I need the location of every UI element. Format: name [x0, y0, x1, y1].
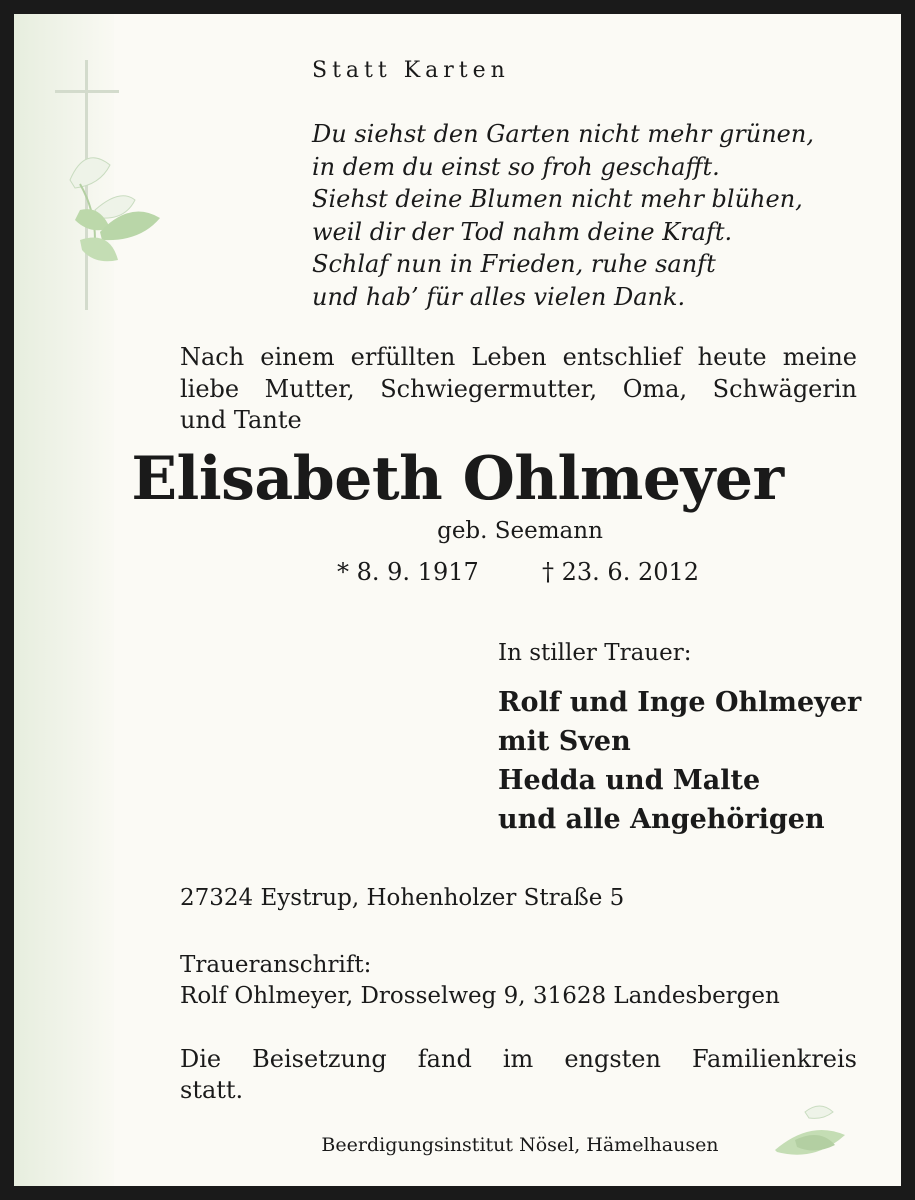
header-statt-karten: Statt Karten	[312, 58, 510, 83]
birth-date: * 8. 9. 1917	[337, 558, 479, 586]
death-date: † 23. 6. 2012	[542, 558, 700, 586]
home-address: 27324 Eystrup, Hohenholzer Straße 5	[180, 885, 625, 911]
family-line: Rolf und Inge Ohlmeyer	[498, 687, 862, 718]
funeral-note	[180, 1044, 857, 1106]
poem	[312, 118, 814, 313]
poem-line: Siehst deine Blumen nicht mehr blühen,	[312, 185, 803, 213]
family-line: und alle Angehörigen	[498, 804, 825, 835]
family-line: Hedda und Malte	[498, 765, 761, 796]
poem-line: weil dir der Tod nahm deine Kraft.	[312, 217, 733, 246]
mourning-address-label: Traueranschrift:	[180, 952, 372, 978]
poem-line: Schlaf nun in Frieden, ruhe sanft	[312, 250, 716, 278]
undertaker: Beerdigungsinstitut Nösel, Hämelhausen	[321, 1134, 719, 1156]
poem-line: Du siehst den Garten nicht mehr grünen,	[312, 120, 814, 148]
family-line: mit Sven	[498, 726, 631, 757]
deceased-name: Elisabeth Ohlmeyer	[131, 444, 784, 514]
family-list	[498, 683, 861, 839]
intro-line: liebe Mutter, Schwiegermutter, Oma, Schwägerin	[180, 374, 857, 403]
intro-line: und Tante	[180, 406, 302, 434]
cross-with-calla-lily-icon	[40, 60, 180, 320]
mourning-label: In stiller Trauer:	[498, 640, 692, 666]
mourning-address: Rolf Ohlmeyer, Drosselweg 9, 31628 Landesbergen	[180, 983, 780, 1009]
poem-line: in dem du einst so froh geschafft.	[312, 152, 720, 181]
funeral-line: statt.	[180, 1076, 244, 1104]
intro-line: Nach einem erfüllten Leben entschlief heute meine	[180, 343, 857, 371]
funeral-line: Die Beisetzung fand im engsten Familienkreis	[180, 1045, 857, 1073]
poem-line: und hab’ für alles vielen Dank.	[312, 282, 686, 311]
mourning-address-block	[180, 950, 780, 1012]
birth-name: geb. Seemann	[437, 518, 603, 544]
intro-paragraph	[180, 342, 857, 437]
